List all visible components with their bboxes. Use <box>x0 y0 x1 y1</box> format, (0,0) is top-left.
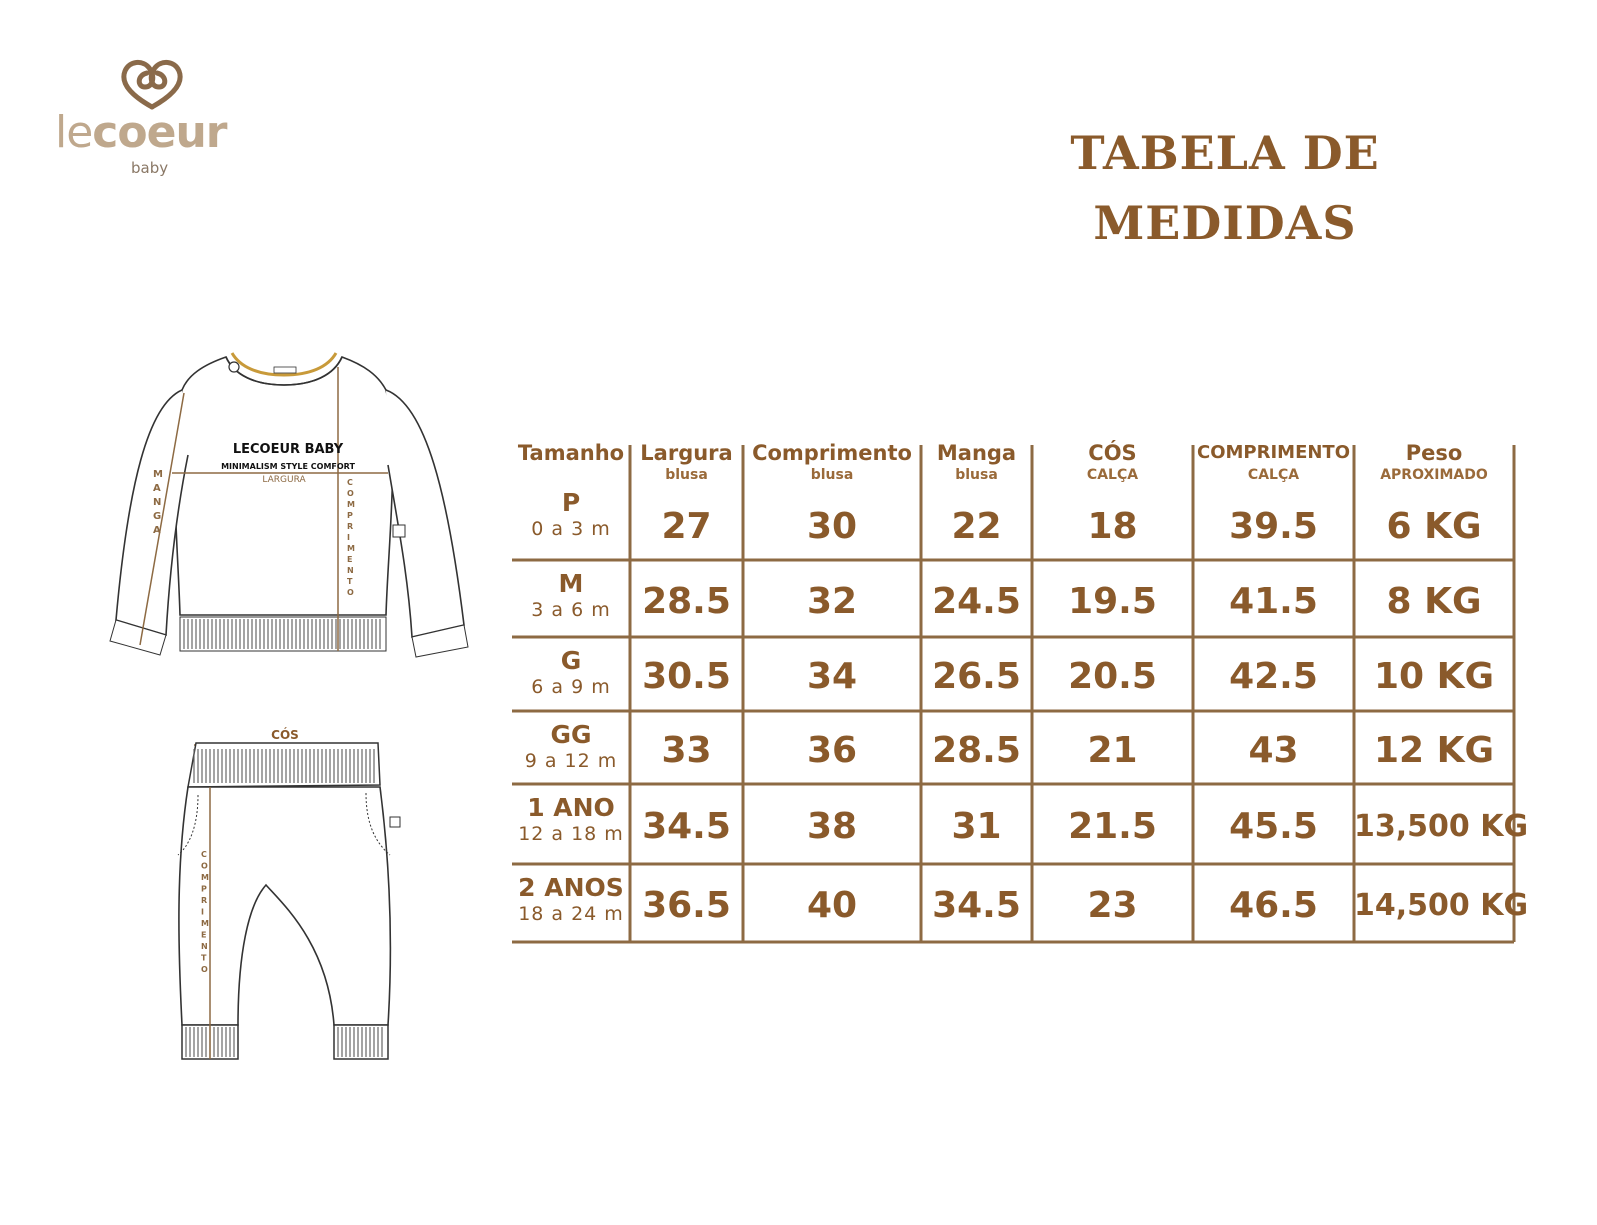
sweater-comprimento-label: C O M P R I M E N T O <box>347 478 355 597</box>
title-line-2: MEDIDAS <box>1093 196 1357 250</box>
column-header-sub: blusa <box>955 467 998 483</box>
pants-illustration <box>168 725 413 1070</box>
column-header-label: Manga <box>936 441 1017 465</box>
title-line-1: TABELA DE <box>1070 126 1380 180</box>
table-cell: 22 <box>951 506 1002 547</box>
age-range: 12 a 18 m <box>518 823 624 845</box>
column-header-label: CÓS <box>1088 441 1137 465</box>
size-cell <box>512 721 630 773</box>
column-header-0 <box>512 441 630 465</box>
table-cell: 39.5 <box>1229 506 1318 547</box>
column-header-4 <box>1032 441 1193 485</box>
table-cell: 28.5 <box>932 730 1021 771</box>
column-header-label: Peso <box>1405 441 1463 465</box>
age-range: 3 a 6 m <box>531 599 611 621</box>
column-header-sub: CALÇA <box>1247 467 1300 483</box>
table-cell: 31 <box>951 806 1002 847</box>
column-header-sub: CALÇA <box>1086 467 1139 483</box>
column-header-5 <box>1193 441 1354 485</box>
size-label: G <box>560 646 582 675</box>
table-cell: 23 <box>1087 885 1138 926</box>
age-range: 0 a 3 m <box>531 518 611 540</box>
table-cell: 30 <box>806 506 858 547</box>
table-cell: 14,500 KG <box>1354 888 1529 923</box>
column-header-1 <box>630 441 743 485</box>
table-cell: 34 <box>806 656 858 697</box>
table-cell: 32 <box>806 581 858 622</box>
size-cell <box>512 874 630 926</box>
largura-label: LARGURA <box>262 475 306 485</box>
size-table <box>517 441 1553 969</box>
table-cell: 12 KG <box>1373 730 1495 771</box>
table-cell: 46.5 <box>1229 885 1318 926</box>
table-cell: 40 <box>806 885 858 926</box>
table-cell: 27 <box>661 506 712 547</box>
size-cell <box>512 489 630 541</box>
column-header-label: COMPRIMENTO <box>1196 442 1351 463</box>
table-cell: 6 KG <box>1386 506 1482 547</box>
manga-label: M A N G A <box>153 469 163 536</box>
sweater-print-title: LECOEUR BABY <box>232 442 344 457</box>
table-cell: 33 <box>661 730 712 771</box>
table-cell: 21.5 <box>1068 806 1157 847</box>
table-cell: 43 <box>1248 730 1299 771</box>
age-range: 9 a 12 m <box>524 750 618 772</box>
size-label: 2 ANOS <box>518 873 624 902</box>
column-header-label: Comprimento <box>752 441 912 465</box>
column-header-sub: blusa <box>665 467 708 483</box>
column-header-6 <box>1354 441 1514 485</box>
table-cell: 36 <box>806 730 858 771</box>
age-range: 6 a 9 m <box>531 676 611 698</box>
size-label: GG <box>550 720 592 749</box>
cos-label: CÓS <box>271 728 299 742</box>
brand-logo <box>55 55 255 185</box>
size-label: 1 ANO <box>527 793 615 822</box>
heart-swirl-icon <box>117 55 187 113</box>
age-range: 18 a 24 m <box>518 903 624 925</box>
pants-comprimento-label: C O M P R I M E N T O <box>201 850 209 974</box>
column-header-sub: blusa <box>810 467 854 483</box>
size-label: P <box>561 488 581 517</box>
column-header-label: Largura <box>640 441 733 465</box>
table-cell: 36.5 <box>642 885 731 926</box>
column-header-label: Tamanho <box>517 441 625 465</box>
table-cell: 26.5 <box>932 656 1021 697</box>
size-label: M <box>558 569 584 598</box>
sweater-print-slogan: MINIMALISM STYLE COMFORT <box>221 462 355 471</box>
table-cell: 42.5 <box>1229 656 1318 697</box>
table-cell: 13,500 KG <box>1354 809 1529 844</box>
table-cell: 34.5 <box>642 806 731 847</box>
table-cell: 19.5 <box>1068 581 1157 622</box>
page-title <box>1055 118 1395 258</box>
table-cell: 24.5 <box>932 581 1021 622</box>
table-cell: 28.5 <box>642 581 731 622</box>
column-header-sub: APROXIMADO <box>1380 467 1488 483</box>
table-cell: 8 KG <box>1386 581 1482 622</box>
table-cell: 18 <box>1087 506 1138 547</box>
table-cell: 45.5 <box>1229 806 1318 847</box>
size-cell <box>512 647 630 699</box>
table-cell: 10 KG <box>1373 656 1495 697</box>
sweater-illustration <box>108 345 476 665</box>
table-cell: 38 <box>806 806 858 847</box>
column-header-3 <box>921 441 1032 485</box>
table-cell: 21 <box>1087 730 1138 771</box>
size-cell <box>512 794 630 846</box>
table-cell: 34.5 <box>932 885 1021 926</box>
brand-wordmark: lecoeur <box>55 107 227 158</box>
table-cell: 41.5 <box>1229 581 1318 622</box>
brand-subtitle: baby <box>131 159 169 177</box>
size-cell <box>512 570 630 622</box>
table-cell: 20.5 <box>1068 656 1157 697</box>
column-header-2 <box>743 441 921 485</box>
table-cell: 30.5 <box>642 656 731 697</box>
